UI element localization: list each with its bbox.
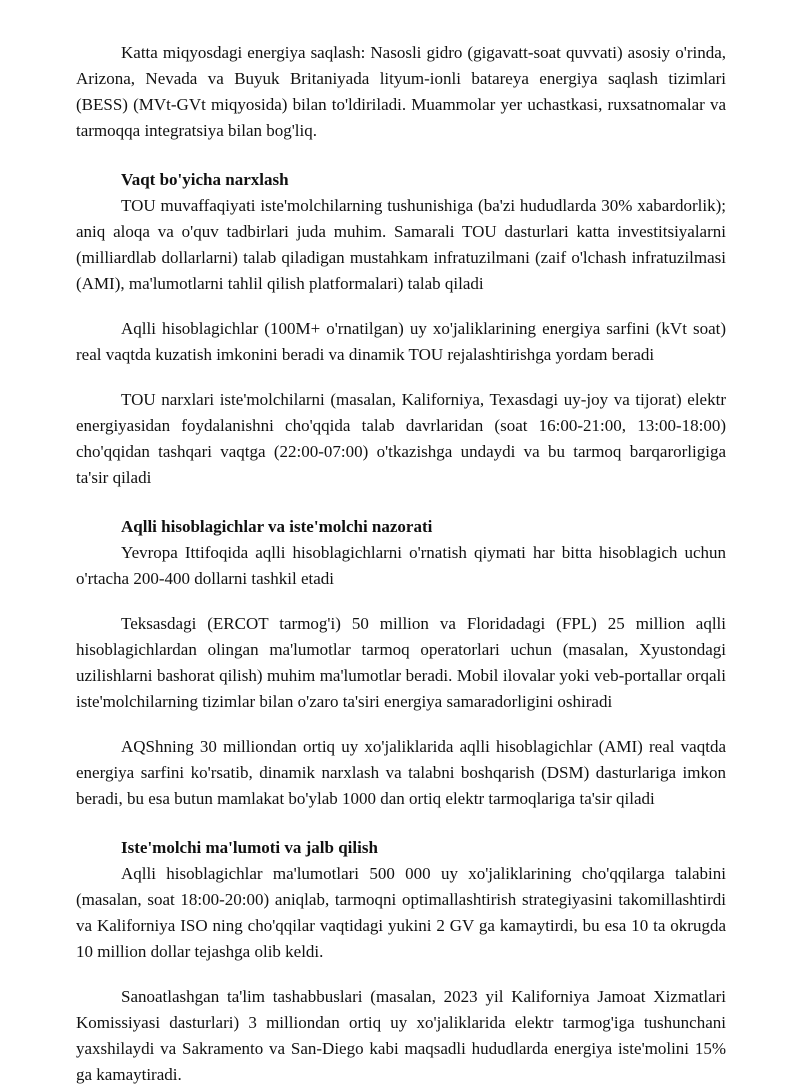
section-heading-time-of-use: Vaqt bo'yicha narxlash	[121, 170, 289, 189]
paragraph: TOU muvaffaqiyati iste'molchilarning tushunishiga (ba'zi hududlarda 30% xabardorlik); aniq aloqa va o'quv tadbirlari juda muhim. Samarali TOU dasturlari katta investitsiyalarni (milliardlab dollarlarni) talab qiladigan mustahkam infratuzilmani (zaif o'lchash infratuzilmasi (AMI), ma'lumotlarni tahlil qilish platformalari) talab qiladi	[76, 196, 726, 293]
paragraph: TOU narxlari iste'molchilarni (masalan, Kaliforniya, Texasdagi uy-joy va tijorat) elektr energiyasidan foydalanishni cho'qqida talab davrlaridan (soat 16:00-21:00, 13:00-18:00) cho'qqidan tashqari vaqtga (22:00-07:00) o'tkazishga undaydi va bu tarmoq barqarorligiga ta'sir qiladi	[76, 390, 726, 487]
section-heading-consumer-engagement: Iste'molchi ma'lumoti va jalb qilish	[121, 838, 378, 857]
paragraph: Aqlli hisoblagichlar (100M+ o'rnatilgan) uy xo'jaliklarining energiya sarfini (kVt soat) real vaqtda kuzatish imkonini beradi va dinamik TOU rejalashtirishga yordam beradi	[76, 319, 726, 364]
section-heading-smart-meters: Aqlli hisoblagichlar va iste'molchi nazorati	[121, 517, 433, 536]
paragraph: Teksasdagi (ERCOT tarmog'i) 50 million va Floridadagi (FPL) 25 million aqlli hisoblagichlardan olingan ma'lumotlar tarmoq operatorlari uchun (masalan, Xyustondagi uzilishlarni bashorat qilish) muhim ma'lumotlar beradi. Mobil ilovalar yoki veb-portallar orqali iste'molchilarning tizimlar bilan o'zaro ta'siri energiya samaradorligini oshiradi	[76, 614, 726, 711]
paragraph: Sanoatlashgan ta'lim tashabbuslari (masalan, 2023 yil Kaliforniya Jamoat Xizmatlari Komissiyasi dasturlari) 3 milliondan ortiq uy xo'jaliklarida elektr tarmog'iga tushunchani yaxshilaydi va Sakramento va San-Diego kabi maqsadli hududlarda energiya iste'molini 15% ga kamaytiradi.	[76, 987, 726, 1084]
paragraph: AQShning 30 milliondan ortiq uy xo'jaliklarida aqlli hisoblagichlar (AMI) real vaqtda energiya sarfini ko'rsatib, dinamik narxlash va talabni boshqarish (DSM) dasturlariga imkon beradi, bu esa butun mamlakat bo'ylab 1000 dan ortiq elektr tarmoqlariga ta'sir qiladi	[76, 737, 726, 808]
paragraph: Yevropa Ittifoqida aqlli hisoblagichlarni o'rnatish qiymati har bitta hisoblagich uchun o'rtacha 200-400 dollarni tashkil etadi	[76, 543, 726, 588]
intro-paragraph: Katta miqyosdagi energiya saqlash: Nasosli gidro (gigavatt-soat quvvati) asosiy o'rinda, Arizona, Nevada va Buyuk Britaniyada lityum-ionli batareya energiya saqlash tizimlari (BESS) (MVt-GVt miqyosida) bilan to'ldiriladi. Muammolar yer uchastkasi, ruxsatnomalar va tarmoqqa integratsiya bilan bog'liq.	[76, 43, 726, 140]
paragraph: Aqlli hisoblagichlar ma'lumotlari 500 000 uy xo'jaliklarining cho'qqilarga talabini (masalan, soat 18:00-20:00) aniqlab, tarmoqni optimallashtirish strategiyasini takomillashtirdi va Kaliforniya ISO ning cho'qqilar vaqtidagi yukini 2 GV ga kamaytirdi, bu esa 10 ta okrugda 10 million dollar tejashga olib keldi.	[76, 864, 726, 961]
